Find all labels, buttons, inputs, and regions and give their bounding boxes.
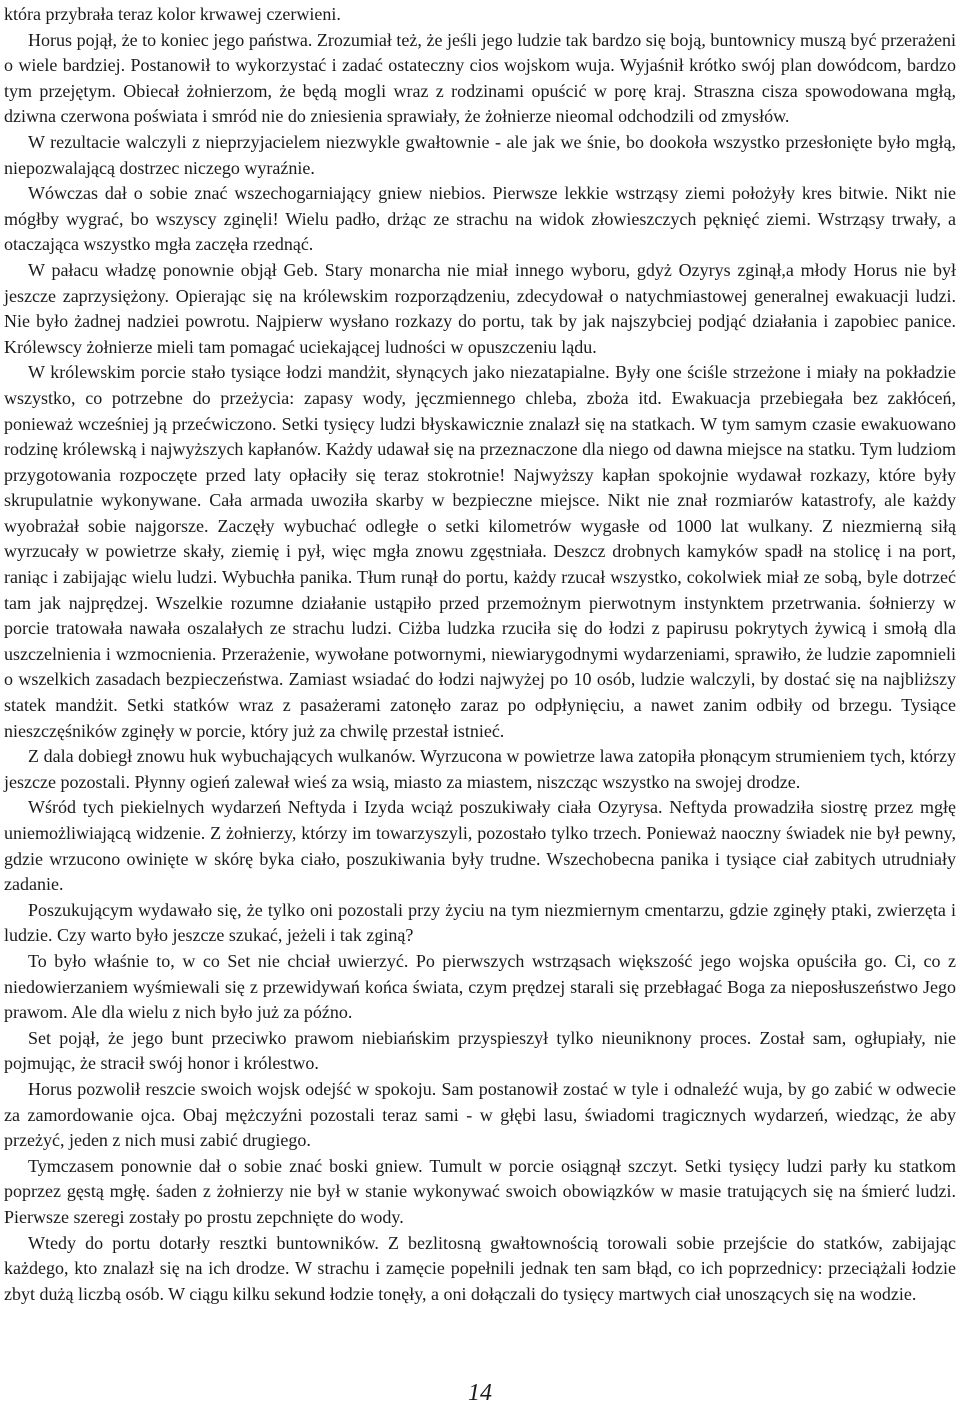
paragraph: W pałacu władzę ponownie objął Geb. Stary monarcha nie miał innego wyboru, gdyż Ozyrys zginął,a młody Horus nie był jeszcze zaprzysiężony. Opierając się na królewskim rozporządzeniu, zdecydował o natychmiastowej generalnej ewakuacji ludzi. Nie było żadnej nadziei powrotu. Najpierw wysłano rozkazy do portu, tak by jak najszybciej podjąć działania i zapobiec panice. Królewscy żołnierze mieli tam pomagać uciekającej ludności w opuszczeniu lądu. (4, 259, 956, 357)
paragraph: Tymczasem ponownie dał o sobie znać boski gniew. Tumult w porcie osiągnął szczyt. Setki tysięcy ludzi parły ku statkom poprzez gęstą mgłę. śaden z żołnierzy nie był w stanie wykonywać swoich obowiązków w masie tratujących się na śmierć ludzi. Pierwsze szeregi zostały po prostu zepchnięte do wody. (4, 1155, 956, 1227)
paragraph: Horus pojął, że to koniec jego państwa. Zrozumiał też, że jeśli jego ludzie tak bardzo się boją, buntownicy muszą być przerażeni o wiele bardziej. Postanowił to wykorzystać i zadać ostateczny cios wojskom wuja. Wyjaśnił krótko swój plan dowódcom, bardzo tym przejętym. Obiecał żołnierzom, że będą mogli wraz z rodzinami opuścić w porę kraj. Straszna cisza spowodowana mgłą, dziwna czerwona poświata i smród nie do zniesienia sprawiały, że żołnierze nieomal odchodzili od zmysłów. (4, 29, 956, 127)
paragraph: Set pojął, że jego bunt przeciwko prawom niebiańskim przyspieszył tylko nieuniknony proces. Został sam, ogłupiały, nie pojmując, że stracił swój honor i królestwo. (4, 1027, 956, 1074)
page-number: 14 (468, 1380, 492, 1406)
paragraph: Wśród tych piekielnych wydarzeń Neftyda i Izyda wciąż poszukiwały ciała Ozyrysa. Neftyda prowadziła siostrę przez mgłę uniemożliwiającą widzenie. Z żołnierzy, którzy im towarzyszyli, pozostało tylko trzech. Ponieważ naoczny świadek nie był pewny, gdzie wrzucono owinięte w skórę byka ciało, poszukiwania były trudne. Wszechobecna panika i tysiące ciał zabitych utrudniały zadanie. (4, 797, 956, 895)
paragraph: Poszukującym wydawało się, że tylko oni pozostali przy życiu na tym niezmiernym cmentarzu, gdzie zginęły ptaki, zwierzęta i ludzie. Czy warto było jeszcze szukać, jeżeli i tak zginą? (4, 899, 956, 946)
paragraph: Wówczas dał o sobie znać wszechogarniający gniew niebios. Pierwsze lekkie wstrząsy ziemi położyły kres bitwie. Nikt nie mógłby wygrać, bo wszyscy zginęli! Wielu padło, drżąc ze strachu na widok złowieszczych pęknięć ziemi. Wstrząsy trwały, a otaczająca wszystko mgła zaczęła rzednąć. (4, 183, 956, 255)
paragraph-continuation: która przybrała teraz kolor krwawej czerwieni. (4, 4, 341, 24)
paragraph: W rezultacie walczyli z nieprzyjacielem niezwykle gwałtownie - ale jak we śnie, bo dookoła wszystko przesłonięte było mgłą, niepozwalającą dostrzec niczego wyraźnie. (4, 131, 956, 178)
paragraph: W królewskim porcie stało tysiące łodzi mandżit, słynących jako niezatapialne. Były one ściśle strzeżone i miały na pokładzie wszystko, co potrzebne do przeżycia: zapasy wody, jęczmiennego chleba, zboża itd. Ewakuacja przebiegała bez zakłóceń, ponieważ wcześniej ją przećwiczono. Setki tysięcy ludzi błyskawicznie znalazł się na statkach. W tym samym czasie ewakuowano rodzinę królewską i najwyższych kapłanów. Każdy udawał się na przeznaczone dla niego od dawna miejsce na statku. Tym ludziom przygotowania rozpoczęte przed laty opłaciły się teraz stokrotnie! Najwyższy kapłan spokojnie wydawał rozkazy, które były skrupulatnie wykonywane. Cała armada uwoziła skarby w bezpieczne miejsce. Nikt nie znał rozmiarów katastrofy, ale każdy wyobrażał sobie najgorsze. Zaczęły wybuchać odległe o setki kilometrów wygasłe od 1000 lat wulkany. Z niezmierną siłą wyrzucały w powietrze skały, ziemię i pył, więc mgła znowu zgęstniała. Deszcz drobnych kamyków spadł na stolicę i na port, raniąc i zabijając wielu ludzi. Wybuchła panika. Tłum runął do portu, każdy rzucał wszystko, cokolwiek miał ze sobą, byle dotrzeć tam jak najprędzej. Wszelkie rozumne działanie ustąpiło przed przemożnym pierwotnym instynktem przetrwania. śołnierzy w porcie tratowała nawała oszalałych ze strachu ludzi. Ciżba ludzka rzuciła się do łodzi z papirusu pokrytych żywicą i smołą dla uszczelnienia i wzmocnienia. Przerażenie, wywołane potwornymi, niewiarygodnymi wydarzeniami, sprawiło, że ludzie zapomnieli o wszelkich zasadach bezpieczeństwa. Zamiast wsiadać do łodzi najwyżej po 10 osób, ludzie walczyli, by dostać się na najbliższy statek mandżit. Setki statków wraz z pasażerami zatonęło zaraz po odpłynięciu, a nawet zanim odbiły od brzegu. Tysiące nieszczęśników zginęły w porcie, który już za chwilę przestał istnieć. (4, 362, 956, 741)
paragraph: Z dala dobiegł znowu huk wybuchających wulkanów. Wyrzucona w powietrze lawa zatopiła płonącym strumieniem tych, którzy jeszcze pozostali. Płynny ogień zalewał wieś za wsią, miasto za miastem, niszcząc wszystko na swojej drodze. (4, 746, 956, 792)
paragraph: Horus pozwolił reszcie swoich wojsk odejść w spokoju. Sam postanowił zostać w tyle i odnaleźć wuja, by go zabić w odwecie za zamordowanie ojca. Obaj mężczyźni pozostali teraz sami - w głębi lasu, świadomi tragicznych wydarzeń, wiedząc, że aby przeżyć, jeden z nich musi zabić drugiego. (4, 1078, 956, 1151)
document-page (4, 2, 956, 1307)
paragraph: Wtedy do portu dotarły resztki buntowników. Z bezlitosną gwałtownością torowali sobie przejście do statków, zabijając każdego, kto znalazł się na ich drodze. W strachu i zamęcie popełnili jednak ten sam błąd, co ich poprzednicy: przeciążali łodzie zbyt dużą liczbą osób. W ciągu kilku sekund łodzie tonęły, a oni dołączali do tysięcy martwych ciał unoszących się na wodzie. (4, 1232, 956, 1304)
paragraph: To było właśnie to, w co Set nie chciał uwierzyć. Po pierwszych wstrząsach większość jego wojska opuściła go. Ci, co z niedowierzaniem wyśmiewali się z przewidywań końca świata, czym prędzej starali się przebłagać Boga za nieposłuszeństwo Jego prawom. Ale dla wielu z nich było już za późno. (4, 950, 956, 1023)
